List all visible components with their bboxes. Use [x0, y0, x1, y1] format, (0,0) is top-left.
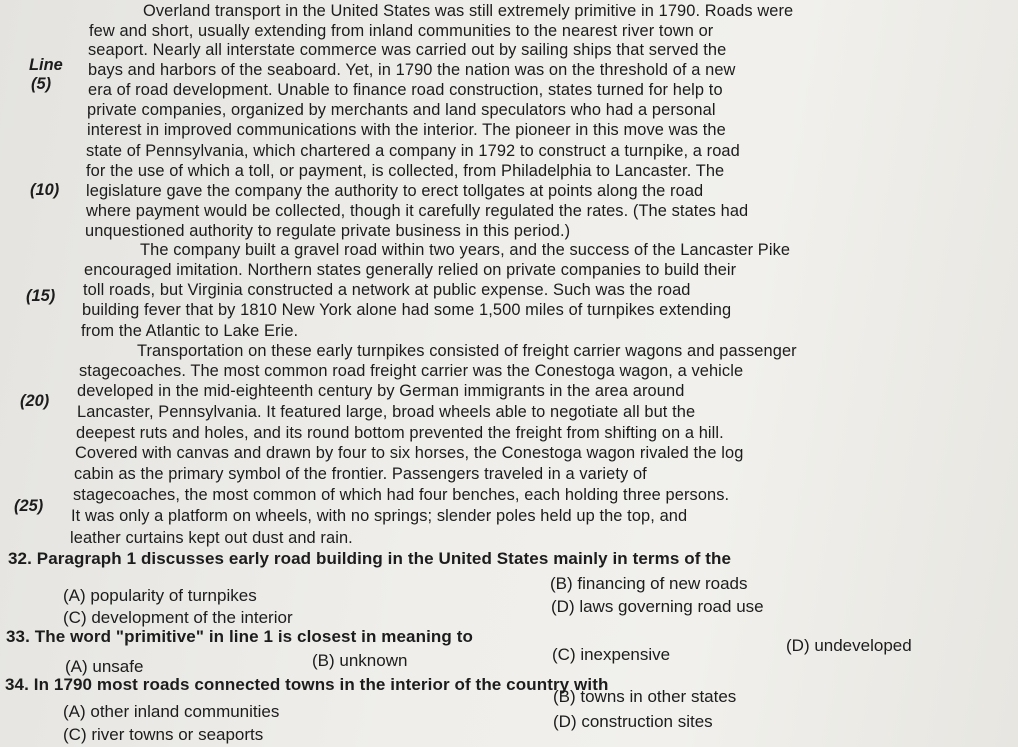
passage-line-7: interest in improved communications with the interior. The pioneer in this move was the: [87, 121, 726, 139]
question-34-option-d[interactable]: (D) construction sites: [553, 712, 713, 731]
question-34-stem: 34. In 1790 most roads connected towns in the interior of the country with: [5, 675, 609, 694]
passage-line-10: legislature gave the company the authority to erect tollgates at points along the road: [86, 182, 704, 200]
passage-line-20: developed in the mid-eighteenth century by German immigrants in the area around: [77, 382, 685, 400]
passage-line-1: Overland transport in the United States was still extremely primitive in 1790. Roads were: [143, 2, 794, 20]
passage-line-18: Transportation on these early turnpikes consisted of freight carrier wagons and passenger: [137, 342, 797, 360]
question-33-option-d[interactable]: (D) undeveloped: [786, 636, 912, 655]
passage-line-17: from the Atlantic to Lake Erie.: [81, 322, 299, 340]
question-32-option-d[interactable]: (D) laws governing road use: [551, 597, 764, 616]
passage-line-24: cabin as the primary symbol of the frontier. Passengers traveled in a variety of: [74, 465, 647, 483]
question-32-option-b[interactable]: (B) financing of new roads: [550, 574, 748, 593]
passage-line-22: deepest ruts and holes, and its round bottom prevented the freight from shifting on a hill.: [76, 424, 724, 442]
line-number-10: (10): [30, 181, 60, 199]
passage-line-6: private companies, organized by merchants and land speculators who had a personal: [87, 101, 716, 119]
passage-line-27: leather curtains kept out dust and rain.: [70, 529, 353, 547]
passage-line-26: It was only a platform on wheels, with no springs; slender poles held up the top, and: [71, 507, 688, 525]
question-33-option-c[interactable]: (C) inexpensive: [552, 645, 671, 664]
question-33-stem: 33. The word "primitive" in line 1 is closest in meaning to: [6, 627, 473, 646]
question-33-option-b[interactable]: (B) unknown: [312, 651, 408, 670]
question-32-option-c[interactable]: (C) development of the interior: [63, 608, 293, 627]
question-32-stem: 32. Paragraph 1 discusses early road building in the United States mainly in terms of the: [8, 549, 732, 568]
passage-line-19: stagecoaches. The most common road freight carrier was the Conestoga wagon, a vehicle: [79, 362, 744, 380]
passage-line-8: state of Pennsylvania, which chartered a company in 1792 to construct a turnpike, a road: [86, 142, 740, 160]
passage-line-21: Lancaster, Pennsylvania. It featured large, broad wheels able to negotiate all but the: [77, 403, 696, 421]
line-label: Line: [29, 56, 63, 74]
passage-line-12: unquestioned authority to regulate private business in this period.): [85, 222, 571, 240]
question-33-option-a[interactable]: (A) unsafe: [65, 657, 144, 676]
passage-line-5: era of road development. Unable to finance road construction, states turned for help to: [88, 81, 723, 99]
passage-line-2: few and short, usually extending from inland communities to the nearest river town or: [89, 22, 714, 40]
question-32-option-a[interactable]: (A) popularity of turnpikes: [63, 586, 257, 605]
passage-line-14: encouraged imitation. Northern states generally relied on private companies to build their: [84, 261, 737, 279]
question-34-option-b[interactable]: (B) towns in other states: [553, 687, 737, 706]
passage-line-15: toll roads, but Virginia constructed a network at public expense. Such was the road: [83, 281, 691, 299]
question-34-option-c[interactable]: (C) river towns or seaports: [63, 725, 264, 744]
passage-line-23: Covered with canvas and drawn by four to six horses, the Conestoga wagon rivaled the log: [75, 444, 744, 462]
passage-line-25: stagecoaches, the most common of which had four benches, each holding three persons.: [73, 486, 730, 504]
passage-line-16: building fever that by 1810 New York alone had some 1,500 miles of turnpikes extending: [82, 301, 732, 319]
passage-line-13: The company built a gravel road within two years, and the success of the Lancaster Pike: [140, 241, 791, 259]
line-number-5: (5): [31, 75, 52, 93]
passage-line-11: where payment would be collected, though it carefully regulated the rates. (The states had: [86, 202, 749, 220]
passage-line-9: for the use of which a toll, or payment, is collected, from Philadelphia to Lancaster. The: [86, 162, 725, 180]
line-number-25: (25): [14, 497, 44, 515]
passage-line-4: bays and harbors of the seaboard. Yet, in 1790 the nation was on the threshold of a new: [88, 61, 736, 79]
question-34-option-a[interactable]: (A) other inland communities: [63, 702, 280, 721]
passage-line-3: seaport. Nearly all interstate commerce was carried out by sailing ships that served the: [88, 41, 727, 59]
line-number-20: (20): [20, 392, 50, 410]
line-number-15: (15): [26, 287, 56, 305]
